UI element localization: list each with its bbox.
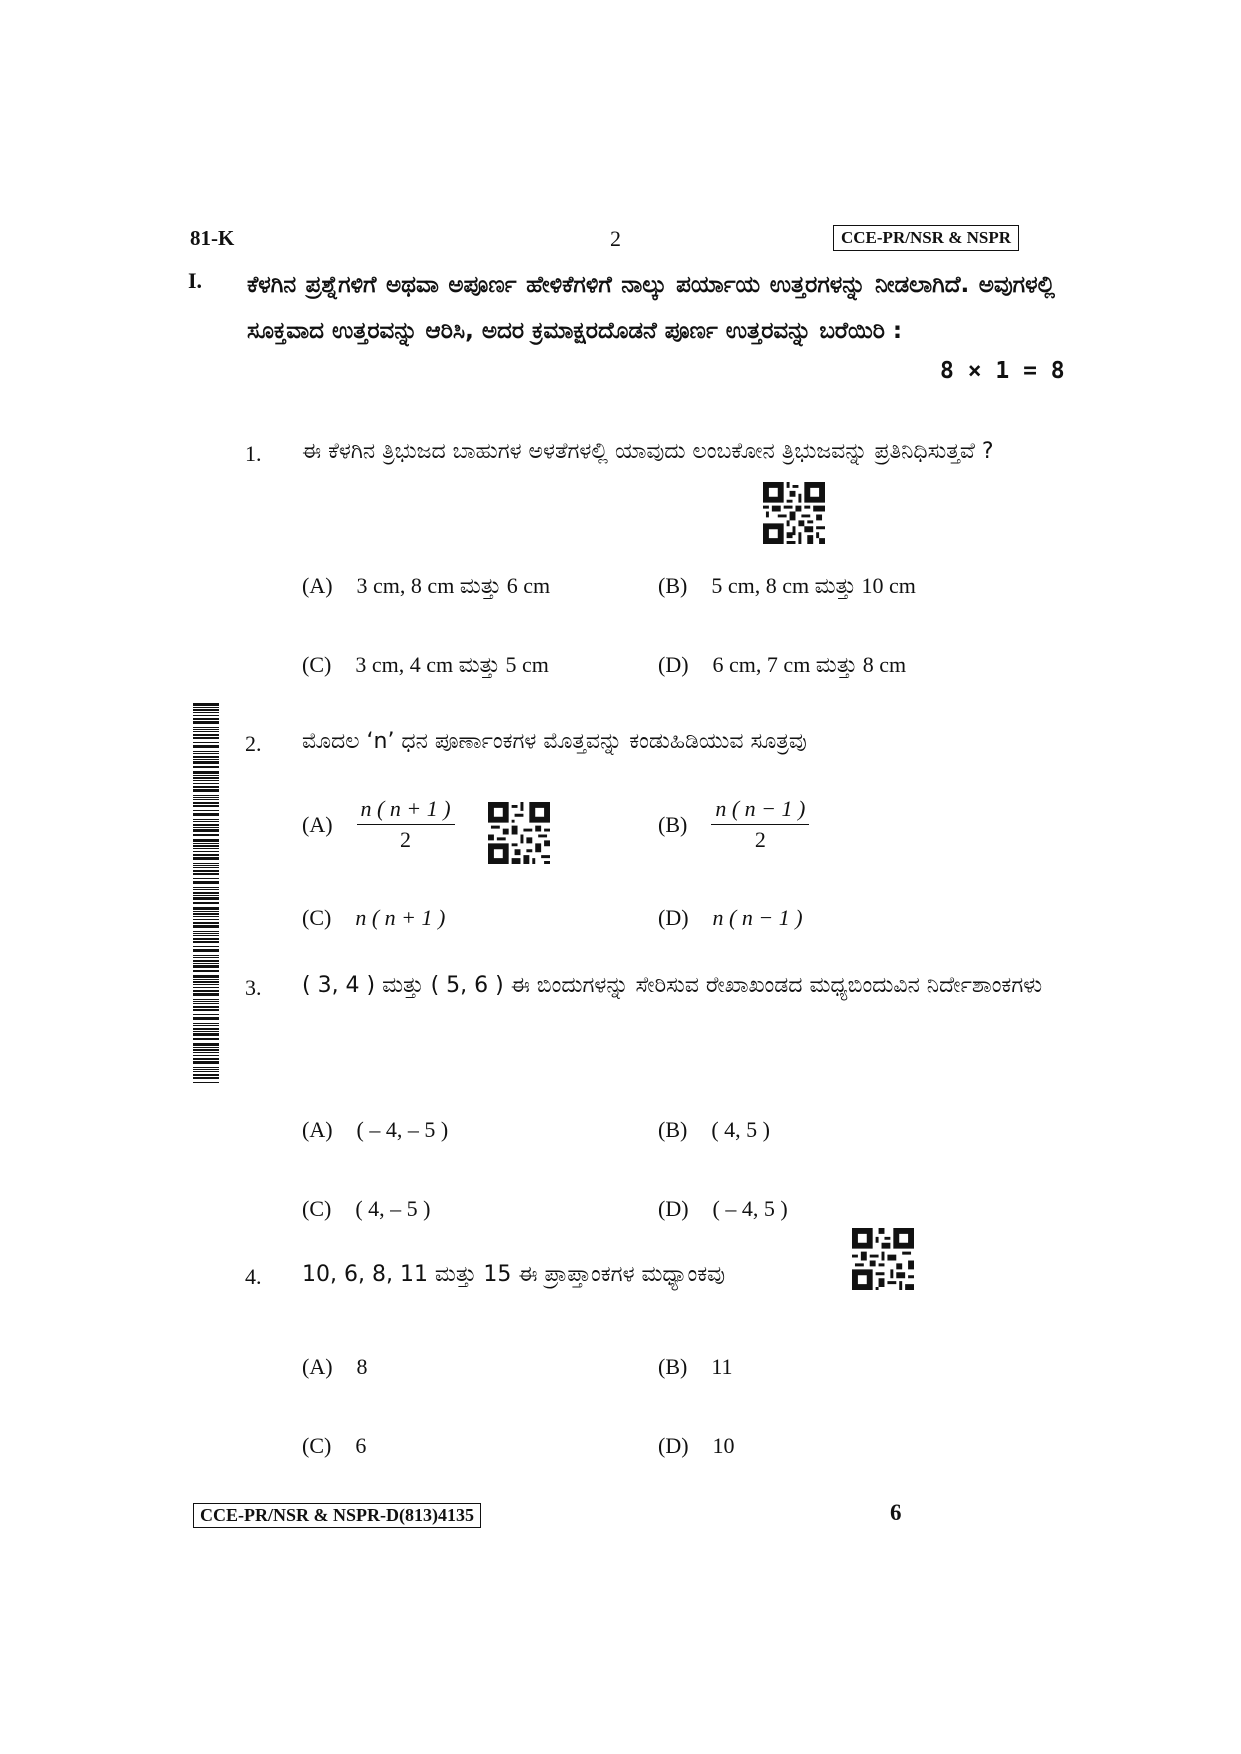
option-value: 6 cm, 7 cm ಮತ್ತು 8 cm xyxy=(712,652,907,677)
option-value: 3 cm, 8 cm ಮತ್ತು 6 cm xyxy=(356,573,551,598)
option-1a xyxy=(302,573,682,599)
option-2a xyxy=(302,796,455,853)
option-2c xyxy=(302,905,445,931)
option-label: (C) xyxy=(302,652,332,677)
question-text: ಈ ಕೆಳಗಿನ ತ್ರಿಭುಜದ ಬಾಹುಗಳ ಅಳತೆಗಳಲ್ಲಿ ಯಾವುದು ಲಂಬಕೋನ ತ್ರಿಭುಜವನ್ನು ಪ್ರತಿನಿಧಿಸುತ್ತವೆ ? xyxy=(302,439,994,464)
option-1d xyxy=(658,652,1058,678)
option-value: ( 4, – 5 ) xyxy=(355,1196,431,1221)
fraction xyxy=(357,796,455,853)
option-label: (A) xyxy=(302,811,333,837)
footer-page-number: 6 xyxy=(890,1500,902,1525)
option-4c xyxy=(302,1433,366,1459)
option-label: (A) xyxy=(302,573,333,598)
exam-code-box: CCE-PR/NSR & NSPR xyxy=(833,225,1019,251)
option-label: (B) xyxy=(658,1117,688,1142)
page-number: 2 xyxy=(610,226,621,251)
section-number: I. xyxy=(188,268,203,293)
option-label: (C) xyxy=(302,905,332,930)
question-number: 2. xyxy=(245,731,262,756)
fraction-numerator: n ( n − 1 ) xyxy=(711,796,809,825)
option-label: (D) xyxy=(658,1196,689,1221)
section-marks: 8 × 1 = 8 xyxy=(940,358,1065,384)
question-number: 3. xyxy=(245,975,262,1000)
question-text: 10, 6, 8, 11 ಮತ್ತು 15 ಈ ಪ್ರಾಪ್ತಾಂಕಗಳ ಮಧ್ಯಾಂಕವು xyxy=(302,1262,726,1287)
question-text: ಮೊದಲ ‘n’ ಧನ ಪೂರ್ಣಾಂಕಗಳ ಮೊತ್ತವನ್ನು ಕಂಡುಹಿಡಿಯುವ ಸೂತ್ರವು xyxy=(302,729,807,754)
option-1b xyxy=(658,573,1058,599)
option-value: ( – 4, – 5 ) xyxy=(356,1117,449,1142)
option-label: (D) xyxy=(658,652,689,677)
option-value: 11 xyxy=(711,1354,733,1379)
qr-code-icon xyxy=(852,1228,914,1290)
question-number: 4. xyxy=(245,1264,262,1289)
option-label: (B) xyxy=(658,811,688,837)
option-3d xyxy=(658,1196,788,1222)
option-4a xyxy=(302,1354,368,1380)
fraction xyxy=(711,796,809,853)
qr-code-icon xyxy=(763,482,825,544)
option-value: 6 xyxy=(355,1433,367,1458)
option-label: (B) xyxy=(658,573,688,598)
option-value: ( – 4, 5 ) xyxy=(712,1196,788,1221)
option-3a xyxy=(302,1117,448,1143)
option-3b xyxy=(658,1117,770,1143)
option-label: (D) xyxy=(658,905,689,930)
option-value: 10 xyxy=(712,1433,735,1458)
option-value: n ( n + 1 ) xyxy=(355,905,446,930)
option-label: (B) xyxy=(658,1354,688,1379)
qr-code-icon xyxy=(488,802,550,864)
question-number: 1. xyxy=(245,441,262,466)
fraction-numerator: n ( n + 1 ) xyxy=(357,796,455,825)
paper-code: 81-K xyxy=(190,226,235,250)
footer-code-box: CCE-PR/NSR & NSPR-D(813)4135 xyxy=(193,1503,481,1528)
option-1c xyxy=(302,652,682,678)
option-value: 5 cm, 8 cm ಮತ್ತು 10 cm xyxy=(711,573,916,598)
option-label: (D) xyxy=(658,1433,689,1458)
option-2d xyxy=(658,905,803,931)
option-label: (C) xyxy=(302,1433,332,1458)
barcode-icon xyxy=(193,703,219,1085)
question-text: ( 3, 4 ) ಮತ್ತು ( 5, 6 ) ಈ ಬಿಂದುಗಳನ್ನು ಸೇರಿಸುವ ರೇಖಾಖಂಡದ ಮಧ್ಯಬಿಂದುವಿನ ನಿರ್ದೇಶಾಂಕಗಳು xyxy=(302,973,1043,998)
option-label: (A) xyxy=(302,1117,333,1142)
fraction-denominator: 2 xyxy=(400,827,412,852)
option-value: ( 4, 5 ) xyxy=(711,1117,770,1142)
option-label: (C) xyxy=(302,1196,332,1221)
option-value: 8 xyxy=(356,1354,368,1379)
option-value: 3 cm, 4 cm ಮತ್ತು 5 cm xyxy=(355,652,549,677)
option-3c xyxy=(302,1196,430,1222)
fraction-denominator: 2 xyxy=(754,827,766,852)
option-value: n ( n − 1 ) xyxy=(712,905,803,930)
section-instruction: ಕೆಳಗಿನ ಪ್ರಶ್ನೆಗಳಿಗೆ ಅಥವಾ ಅಪೂರ್ಣ ಹೇಳಿಕೆಗಳಿಗೆ ನಾಲ್ಕು ಪರ್ಯಾಯ ಉತ್ತರಗಳನ್ನು ನೀಡಲಾಗಿದೆ. ಅವುಗಳಲ್ಲಿ ಸೂಕ್ತವಾದ ಉತ್ತರವನ್ನು ಆರಿಸಿ, ಅದರ ಕ್ರಮಾಕ್ಷರದೊಡನೆ ಪೂರ್ಣ ಉತ್ತರವನ್ನು ಬರೆಯಿರಿ : xyxy=(247,272,1055,344)
option-2b xyxy=(658,796,809,853)
option-label: (A) xyxy=(302,1354,333,1379)
option-4d xyxy=(658,1433,735,1459)
option-4b xyxy=(658,1354,733,1380)
